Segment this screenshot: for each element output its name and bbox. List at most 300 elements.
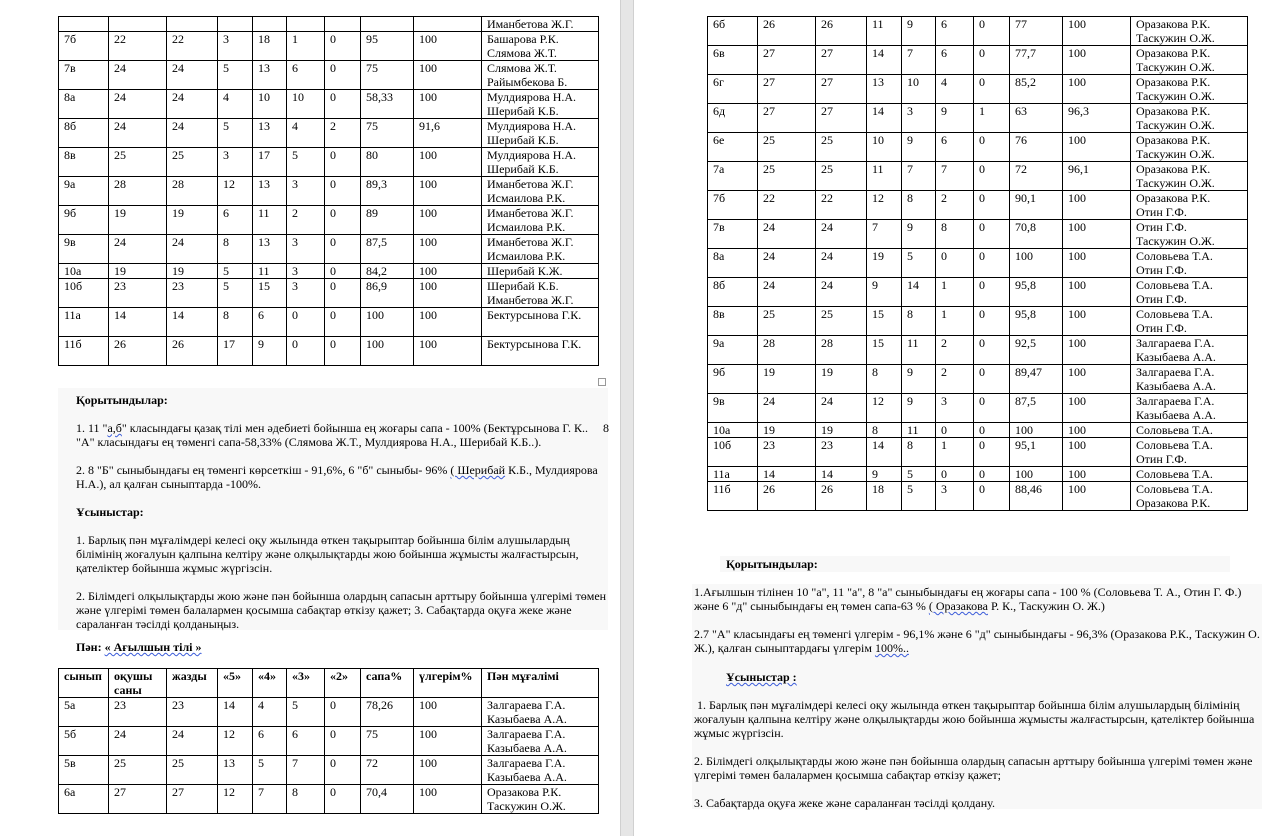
cell-g2: 0 — [974, 46, 1010, 75]
cell-teachers — [1131, 191, 1248, 220]
cell-quality: 75 — [361, 119, 414, 148]
conclusions-heading: Қорытындылар: — [76, 393, 168, 407]
cell-g4: 13 — [253, 119, 287, 148]
cell-teachers — [482, 17, 599, 32]
cell-wrote: 24 — [816, 249, 867, 278]
cell-g4: 14 — [902, 278, 936, 307]
cell-quality: 80 — [361, 148, 414, 177]
cell-g5: 8 — [867, 423, 902, 438]
teacher-name: Таскужин О.Ж. — [1136, 60, 1215, 74]
cell-pupils: 19 — [109, 264, 167, 279]
cell-g4: 5 — [902, 467, 936, 482]
cell-cls: 7б — [59, 32, 109, 61]
teacher-name: Оразакова Р.К. — [487, 785, 562, 799]
cell-g2: 0 — [974, 220, 1010, 249]
cell-g2: 0 — [325, 308, 361, 337]
cell-wrote: 24 — [167, 61, 218, 90]
cell-g5: 12 — [218, 177, 253, 206]
teacher-name: Таскужин О.Ж. — [1136, 234, 1215, 248]
cell-g3: 3 — [936, 482, 974, 511]
cell-g4: 9 — [902, 17, 936, 46]
table-row — [59, 206, 599, 235]
table-row — [708, 278, 1248, 307]
cell-quality: 89,3 — [361, 177, 414, 206]
conclusion-paragraph-2-right: 2.7 "А" класындағы ең төменгі үлгерім - 96,1% және 6 "д" сыныбындағы - 96,3% (Оразакова Р.К., Таскужин О. Ж.), қалған сыныптардағы үлгерім 100%.. — [694, 627, 1260, 655]
cell-g2: 0 — [325, 279, 361, 308]
english-grades-table-continued — [707, 16, 1248, 511]
teacher-name: Залгараева Г.А. — [487, 756, 566, 770]
cell-g5: 9 — [867, 467, 902, 482]
cell-teachers — [1131, 220, 1248, 249]
cell-g4: 6 — [253, 308, 287, 337]
table-row — [59, 756, 599, 785]
cell-pupils: 26 — [758, 482, 816, 511]
cell-pupils: 23 — [109, 698, 167, 727]
teacher-name: Исмаилова Р.К. — [487, 191, 566, 205]
cell-g2: 0 — [974, 438, 1010, 467]
cell-teachers — [1131, 423, 1248, 438]
cell-g5: 12 — [218, 727, 253, 756]
teacher-name: Шерибай К.Ж. — [487, 264, 563, 278]
cell-teachers — [482, 279, 599, 308]
cell-wrote: 24 — [816, 220, 867, 249]
cell-progress: 100 — [414, 206, 482, 235]
cell-cls: 9а — [708, 336, 758, 365]
cell-g4: 11 — [902, 336, 936, 365]
cell-g2: 0 — [974, 365, 1010, 394]
cell-quality: 95,1 — [1010, 438, 1063, 467]
cell-cls: 10а — [59, 264, 109, 279]
cell-progress: 100 — [1063, 133, 1131, 162]
cell-g3: 0 — [936, 467, 974, 482]
cell-quality: 58,33 — [361, 90, 414, 119]
cell-wrote: 25 — [167, 148, 218, 177]
cell-teachers — [1131, 46, 1248, 75]
cell-cls: 6е — [708, 133, 758, 162]
cell-g4: 8 — [902, 307, 936, 336]
document-page-right — [634, 0, 1264, 836]
teacher-name: Залгараева Г.А. — [1136, 336, 1215, 350]
cell-quality: 72 — [1010, 162, 1063, 191]
cell-progress: 100 — [414, 698, 482, 727]
cell-progress: 100 — [414, 785, 482, 814]
table-row — [59, 32, 599, 61]
cell-wrote: 28 — [816, 336, 867, 365]
cell-quality: 85,2 — [1010, 75, 1063, 104]
cell-cls: 7а — [708, 162, 758, 191]
cell-g5: 12 — [867, 191, 902, 220]
cell-teachers — [1131, 249, 1248, 278]
cell-wrote: 25 — [816, 133, 867, 162]
cell-g2: 0 — [974, 336, 1010, 365]
cell-quality: 95,8 — [1010, 278, 1063, 307]
proposal-paragraph-1-right: 1. Барлық пән мұғалімдері келесі оқу жылында өткен тақырыптар бойынша білім алушылардың білімінің жоғалуын қалпына келтіру және олқылықтарды жою бойынша жұмысты жалғастырсын, қателіктер бойынша жұмыс жүргізсін. — [694, 698, 1255, 740]
table-row — [59, 264, 599, 279]
teacher-name: Казыбаева А.А. — [1136, 350, 1216, 364]
cell-g5: 13 — [867, 75, 902, 104]
cell-wrote: 23 — [167, 698, 218, 727]
cell-wrote: 27 — [816, 75, 867, 104]
cell-g5: 5 — [218, 119, 253, 148]
cell-quality: 77,7 — [1010, 46, 1063, 75]
cell-teachers — [482, 235, 599, 264]
cell-pupils: 24 — [109, 90, 167, 119]
cell-quality: 87,5 — [1010, 394, 1063, 423]
cell-teachers — [1131, 162, 1248, 191]
cell-wrote: 26 — [816, 482, 867, 511]
table-row — [59, 727, 599, 756]
cell-g2: 0 — [974, 75, 1010, 104]
table-row — [708, 249, 1248, 278]
cell-g2: 0 — [325, 756, 361, 785]
cell-wrote: 24 — [167, 90, 218, 119]
cell-g4: 15 — [253, 279, 287, 308]
column-header: «2» — [325, 669, 361, 698]
cell-g3: 0 — [936, 423, 974, 438]
teacher-name: Соловьева Т.А. — [1136, 307, 1213, 321]
cell-pupils: 22 — [109, 32, 167, 61]
cell-g2: 1 — [974, 104, 1010, 133]
cell-g2: 0 — [974, 249, 1010, 278]
cell-pupils: 28 — [109, 177, 167, 206]
cell-progress: 100 — [414, 308, 482, 337]
cell-pupils: 26 — [758, 17, 816, 46]
cell-g5: 8 — [218, 235, 253, 264]
teacher-name: Оразакова Р.К. — [1136, 496, 1211, 510]
cell-g5: 12 — [867, 394, 902, 423]
teacher-name: Иманбетова Ж.Г. — [487, 177, 574, 191]
cell-g3: 1 — [936, 278, 974, 307]
teacher-name: Таскужин О.Ж. — [1136, 31, 1215, 45]
cell-g5: 3 — [218, 148, 253, 177]
cell-g5: 14 — [867, 104, 902, 133]
cell-quality: 70,4 — [361, 785, 414, 814]
cell-quality: 78,26 — [361, 698, 414, 727]
teacher-name: Райымбекова Б. — [487, 75, 568, 89]
table-row — [59, 61, 599, 90]
cell-quality: 100 — [1010, 249, 1063, 278]
cell-g3: 2 — [287, 206, 325, 235]
teacher-name: Слямова Ж.Т. — [487, 46, 557, 60]
teacher-name: Залгараева Г.А. — [487, 727, 566, 741]
cell-wrote: 19 — [167, 264, 218, 279]
table-row — [708, 423, 1248, 438]
cell-quality — [361, 17, 414, 32]
table-row — [59, 785, 599, 814]
cell-g5: 3 — [218, 32, 253, 61]
cell-pupils: 24 — [758, 249, 816, 278]
proposal-paragraph-3-right: 3. Сабақтарда оқуға жеке және сараланған тәсілді қолдану. — [694, 796, 995, 810]
cell-quality: 75 — [361, 727, 414, 756]
cell-g3: 7 — [936, 162, 974, 191]
cell-quality: 88,46 — [1010, 482, 1063, 511]
table-resize-handle[interactable] — [598, 378, 606, 386]
cell-wrote: 25 — [167, 756, 218, 785]
cell-wrote: 25 — [816, 307, 867, 336]
cell-quality: 89 — [361, 206, 414, 235]
cell-quality: 84,2 — [361, 264, 414, 279]
table-row — [708, 467, 1248, 482]
cell-pupils: 27 — [758, 46, 816, 75]
table-row — [708, 133, 1248, 162]
cell-wrote: 24 — [816, 394, 867, 423]
cell-g5: 5 — [218, 264, 253, 279]
cell-g3: 8 — [936, 220, 974, 249]
table-row — [708, 307, 1248, 336]
cell-wrote: 28 — [167, 177, 218, 206]
cell-quality: 70,8 — [1010, 220, 1063, 249]
cell-wrote: 19 — [816, 365, 867, 394]
cell-quality: 76 — [1010, 133, 1063, 162]
cell-g3: 1 — [936, 438, 974, 467]
cell-teachers — [1131, 394, 1248, 423]
cell-g5: 12 — [218, 785, 253, 814]
cell-g4: 8 — [902, 438, 936, 467]
cell-g2: 0 — [325, 698, 361, 727]
cell-g4: 5 — [902, 482, 936, 511]
cell-g4: 10 — [902, 75, 936, 104]
cell-g5: 10 — [867, 133, 902, 162]
cell-teachers — [1131, 104, 1248, 133]
cell-g2: 0 — [974, 307, 1010, 336]
cell-cls: 9б — [708, 365, 758, 394]
kazakh-grades-table — [58, 16, 599, 366]
cell-g3: 6 — [936, 133, 974, 162]
cell-wrote: 24 — [816, 278, 867, 307]
teacher-name: Соловьева Т.А. — [1136, 482, 1213, 496]
cell-quality: 89,47 — [1010, 365, 1063, 394]
column-header: «4» — [253, 669, 287, 698]
cell-g2: 0 — [325, 206, 361, 235]
cell-progress: 100 — [1063, 191, 1131, 220]
cell-cls: 10а — [708, 423, 758, 438]
cell-pupils: 27 — [758, 104, 816, 133]
cell-teachers — [482, 90, 599, 119]
cell-g2: 0 — [974, 394, 1010, 423]
cell-g3: 3 — [287, 177, 325, 206]
cell-g4: 10 — [253, 90, 287, 119]
cell-g2: 0 — [325, 785, 361, 814]
table-row — [59, 17, 599, 32]
conclusions-heading-right: Қорытындылар: — [726, 557, 818, 571]
subject-heading: Пән: « Ағылшын тілі » — [76, 640, 202, 654]
page-gutter — [620, 0, 634, 836]
cell-teachers — [482, 698, 599, 727]
cell-g4: 7 — [253, 785, 287, 814]
cell-quality: 100 — [361, 337, 414, 366]
cell-g5: 14 — [867, 46, 902, 75]
cell-wrote: 23 — [816, 438, 867, 467]
cell-g3: 0 — [936, 249, 974, 278]
teacher-name: Иманбетова Ж.Г. — [487, 206, 574, 220]
cell-pupils: 22 — [758, 191, 816, 220]
cell-pupils: 25 — [109, 148, 167, 177]
teacher-name: Казыбаева А.А. — [487, 770, 567, 784]
cell-g3: 2 — [936, 336, 974, 365]
table-row — [708, 191, 1248, 220]
cell-progress: 100 — [1063, 307, 1131, 336]
conclusion-paragraph-2: 2. 8 "Б" сыныбындағы ең төменгі көрсеткіш - 91,6%, 6 "б" сыныбы- 96% ( Шерибай К.Б., Мулдиярова Н.А.), ал қалған сыныптарда -100%. — [76, 463, 598, 491]
table-row — [708, 220, 1248, 249]
cell-cls: 8в — [708, 307, 758, 336]
cell-cls: 7б — [708, 191, 758, 220]
cell-pupils: 25 — [109, 756, 167, 785]
cell-g3: 2 — [936, 191, 974, 220]
cell-g5: 8 — [218, 308, 253, 337]
teacher-name: Шерибай К.Б. — [487, 104, 559, 118]
cell-g2: 0 — [325, 90, 361, 119]
cell-teachers — [482, 61, 599, 90]
cell-cls: 9б — [59, 206, 109, 235]
cell-g2: 2 — [325, 119, 361, 148]
cell-wrote: 26 — [816, 17, 867, 46]
cell-teachers — [482, 756, 599, 785]
cell-wrote — [167, 17, 218, 32]
cell-progress: 100 — [414, 279, 482, 308]
proposals-heading-right: Ұсыныстар : — [726, 670, 797, 684]
cell-cls: 9в — [708, 394, 758, 423]
teacher-name: Соловьева Т.А. — [1136, 249, 1213, 263]
table-row — [708, 17, 1248, 46]
cell-pupils: 24 — [758, 394, 816, 423]
table-row — [59, 279, 599, 308]
teacher-name: Оразакова Р.К. — [1136, 17, 1211, 31]
teacher-name: Оразакова Р.К. — [1136, 133, 1211, 147]
cell-g4: 7 — [902, 46, 936, 75]
teacher-name: Отин Г.Ф. — [1136, 452, 1187, 466]
cell-g3: 6 — [936, 46, 974, 75]
cell-wrote: 27 — [816, 46, 867, 75]
cell-pupils: 27 — [109, 785, 167, 814]
cell-wrote: 24 — [167, 727, 218, 756]
cell-wrote: 25 — [816, 162, 867, 191]
cell-g5: 11 — [867, 162, 902, 191]
cell-teachers — [1131, 307, 1248, 336]
cell-g5: 15 — [867, 336, 902, 365]
table-row — [59, 90, 599, 119]
column-header: «3» — [287, 669, 325, 698]
cell-g5: 14 — [867, 438, 902, 467]
cell-wrote: 19 — [167, 206, 218, 235]
cell-progress: 96,3 — [1063, 104, 1131, 133]
cell-quality: 100 — [1010, 467, 1063, 482]
table-row — [708, 438, 1248, 467]
cell-pupils: 14 — [758, 467, 816, 482]
teacher-name: Залгараева Г.А. — [487, 698, 566, 712]
cell-progress: 100 — [1063, 365, 1131, 394]
cell-g2: 0 — [974, 162, 1010, 191]
teacher-name: Таскужин О.Ж. — [1136, 147, 1215, 161]
cell-pupils: 24 — [758, 220, 816, 249]
cell-g4: 6 — [253, 727, 287, 756]
cell-pupils: 14 — [109, 308, 167, 337]
teacher-name: Таскужин О.Ж. — [1136, 118, 1215, 132]
cell-g4: 13 — [253, 61, 287, 90]
cell-g5: 5 — [218, 279, 253, 308]
teacher-name: Иманбетова Ж.Г. — [487, 235, 574, 249]
teacher-name: Мулдиярова Н.А. — [487, 119, 577, 133]
cell-progress: 100 — [1063, 336, 1131, 365]
cell-g3: 5 — [287, 148, 325, 177]
table-row — [59, 177, 599, 206]
cell-quality: 75 — [361, 61, 414, 90]
table-row — [59, 337, 599, 366]
cell-pupils: 24 — [109, 119, 167, 148]
cell-g5: 7 — [867, 220, 902, 249]
table-row — [59, 148, 599, 177]
cell-cls: 8а — [59, 90, 109, 119]
cell-g2: 0 — [325, 727, 361, 756]
cell-quality: 95,8 — [1010, 307, 1063, 336]
teacher-name: Казыбаева А.А. — [1136, 408, 1216, 422]
cell-g3: 6 — [287, 727, 325, 756]
column-header: «5» — [218, 669, 253, 698]
cell-g5: 17 — [218, 337, 253, 366]
teacher-name: Таскужин О.Ж. — [487, 799, 566, 813]
cell-g4: 9 — [902, 365, 936, 394]
cell-quality: 87,5 — [361, 235, 414, 264]
cell-g4: 17 — [253, 148, 287, 177]
cell-g3: 3 — [287, 264, 325, 279]
cell-wrote: 23 — [167, 279, 218, 308]
teacher-name: Бектурсынова Г.К. — [487, 337, 582, 351]
cell-wrote: 24 — [167, 119, 218, 148]
cell-pupils: 24 — [109, 727, 167, 756]
cell-g3: 3 — [287, 279, 325, 308]
cell-g3: 3 — [287, 235, 325, 264]
cell-teachers — [1131, 17, 1248, 46]
cell-g2: 0 — [974, 423, 1010, 438]
teacher-name — [487, 322, 598, 336]
column-header: жазды — [167, 669, 218, 698]
cell-g2: 0 — [325, 235, 361, 264]
cell-progress: 100 — [1063, 220, 1131, 249]
cell-g5: 19 — [867, 249, 902, 278]
cell-cls: 6г — [708, 75, 758, 104]
cell-g2: 0 — [974, 278, 1010, 307]
cell-pupils — [109, 17, 167, 32]
proposal-paragraph-2-right: 2. Білімдегі олқылықтарды жою және пән бойынша олардың сапасын арттыру бойынша үлгерімі төмен және үлгерімі төмен балалармен қосымша сабақтар өткізу қажет; — [694, 754, 1253, 782]
teacher-name: Башарова Р.К. — [487, 32, 559, 46]
column-header: оқушы саны — [109, 669, 167, 698]
proposals-heading: Ұсыныстар: — [76, 505, 144, 519]
cell-cls: 5а — [59, 698, 109, 727]
cell-pupils: 19 — [758, 423, 816, 438]
cell-teachers — [482, 119, 599, 148]
cell-teachers — [482, 785, 599, 814]
cell-cls: 6в — [708, 46, 758, 75]
cell-progress: 100 — [1063, 423, 1131, 438]
cell-teachers — [1131, 75, 1248, 104]
cell-quality: 77 — [1010, 17, 1063, 46]
column-header: Пән мұғалімі — [482, 669, 599, 698]
cell-teachers — [1131, 278, 1248, 307]
cell-g3: 4 — [287, 119, 325, 148]
teacher-name: Залгараева Г.А. — [1136, 365, 1215, 379]
cell-quality: 100 — [361, 308, 414, 337]
teacher-name: Соловьева Т.А. — [1136, 467, 1213, 481]
conclusion-paragraph-1-right: 1.Ағылшын тілінен 10 "а", 11 "а", 8 "а" сыныбындағы ең жоғары сапа - 100 % (Соловьева Т. А., Отин Г. Ф.) және 6 "д" сыныбындағы ең төмен сапа-63 % ( Оразакова Р. К., Таскужин О. Ж.) — [694, 585, 1242, 613]
table-row — [708, 394, 1248, 423]
cell-progress: 100 — [1063, 75, 1131, 104]
cell-teachers — [482, 337, 599, 366]
column-header: үлгерім% — [414, 669, 482, 698]
cell-g4: 5 — [902, 249, 936, 278]
cell-teachers — [1131, 467, 1248, 482]
cell-progress: 100 — [1063, 394, 1131, 423]
cell-teachers — [482, 32, 599, 61]
cell-pupils: 28 — [758, 336, 816, 365]
